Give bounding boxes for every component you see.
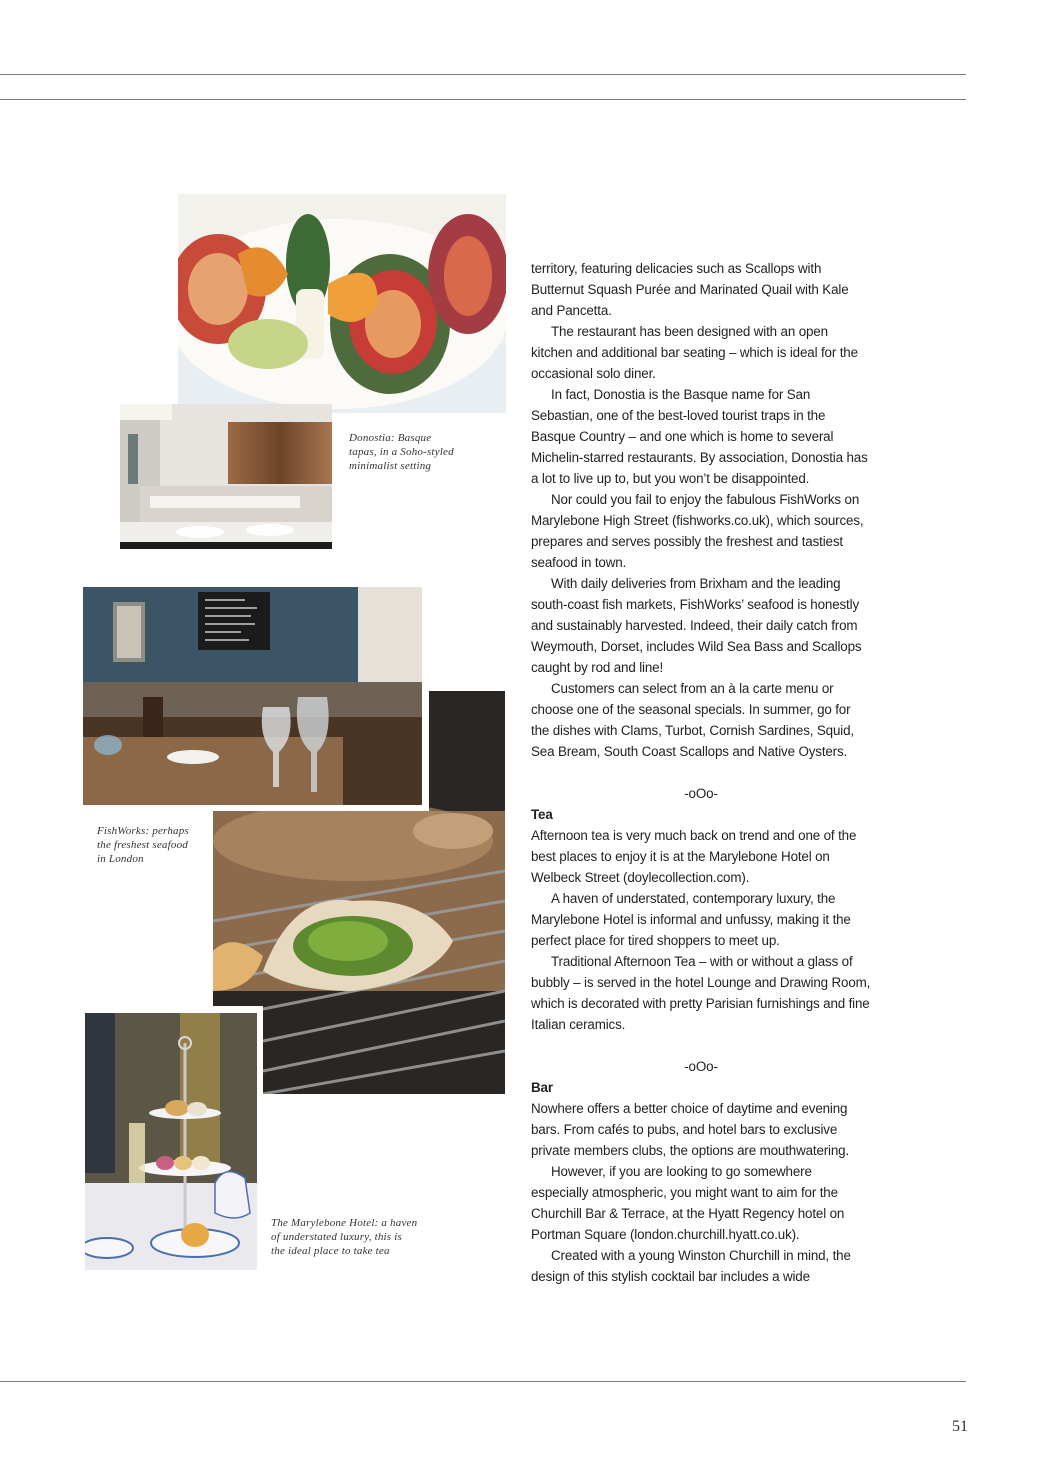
caption-line: tapas, in a Soho-styled xyxy=(349,446,454,458)
article-paragraph: territory, featuring delicacies such as Scallops with Butternut Squash Purée and Marinated Quail with Kale and Pancetta. xyxy=(531,261,849,318)
figs-dish-photo xyxy=(178,194,506,413)
section-heading-bar: Bar xyxy=(531,1080,553,1095)
caption-line: minimalist setting xyxy=(349,460,432,472)
article-paragraph: Created with a young Winston Churchill in mind, the design of this stylish cocktail bar includes a wide xyxy=(531,1248,851,1284)
caption-marylebone xyxy=(271,1216,417,1258)
article-paragraph: Customers can select from an à la carte menu or choose one of the seasonal specials. In summer, go for the dishes with Clams, Turbot, Cornish Sardines, Squid, Sea Bream, South Coast Scallops and Native Oysters. xyxy=(531,681,854,759)
caption-fishworks xyxy=(97,824,189,866)
article-paragraph: With daily deliveries from Brixham and the leading south-coast fish markets, FishWorks’ seafood is honestly and sustainably harvested. Indeed, their daily catch from Weymouth, Dorset, includes Wild Sea Bass and Scallops caught by rod and line! xyxy=(531,576,862,675)
fishworks-interior-photo xyxy=(83,587,422,805)
article-paragraph: Nor could you fail to enjoy the fabulous FishWorks on Marylebone High Street (fishworks.co.uk), which sources, prepares and serves possibly the freshest and tastiest seafood in town. xyxy=(531,492,864,570)
donostia-interior-photo xyxy=(120,404,332,549)
bottom-rule xyxy=(0,1381,966,1382)
article-paragraph: Traditional Afternoon Tea – with or without a glass of bubbly – is served in the hotel Lounge and Drawing Room, which is decorated with pretty Parisian furnishings and fine Italian ceramics. xyxy=(531,954,871,1032)
caption-line: Donostia: Basque xyxy=(349,432,432,444)
section-heading-tea: Tea xyxy=(531,807,553,822)
article-paragraph: Afternoon tea is very much back on trend and one of the best places to enjoy it is at the Marylebone Hotel on Welbeck Street (doylecollection.com). xyxy=(531,828,857,885)
article-paragraph: In fact, Donostia is the Basque name for San Sebastian, one of the best-loved tourist traps in the Basque Country – and one which is home to several Michelin-starred restaurants. By association, Donostia has a lot to live up to, but you won’t be disappointed. xyxy=(531,387,868,486)
article-paragraph: The restaurant has been designed with an open kitchen and additional bar seating – which is ideal for the occasional solo diner. xyxy=(531,324,858,381)
top-rule-1 xyxy=(0,74,966,75)
section-separator: -oOo- xyxy=(684,1059,718,1074)
article-paragraph: A haven of understated, contemporary luxury, the Marylebone Hotel is informal and unfussy, making it the perfect place for tired shoppers to meet up. xyxy=(531,891,851,948)
caption-line: The Marylebone Hotel: a haven xyxy=(271,1217,418,1229)
caption-line: the ideal place to take tea xyxy=(271,1245,390,1257)
afternoon-tea-photo xyxy=(85,1013,257,1270)
caption-line: the freshest seafood xyxy=(97,839,188,851)
caption-line: of understated luxury, this is xyxy=(271,1231,402,1243)
section-separator: -oOo- xyxy=(684,786,718,801)
article-column xyxy=(531,258,871,1287)
caption-line: in London xyxy=(97,853,144,865)
page-number: 51 xyxy=(952,1418,968,1435)
caption-donostia xyxy=(349,431,454,473)
top-rule-2 xyxy=(0,99,966,100)
article-paragraph: However, if you are looking to go somewhere especially atmospheric, you might want to aim for the Churchill Bar & Terrace, at the Hyatt Regency hotel on Portman Square (london.churchill.hyatt.co.uk). xyxy=(531,1164,845,1242)
caption-line: FishWorks: perhaps xyxy=(97,825,189,837)
article-paragraph: Nowhere offers a better choice of daytime and evening bars. From cafés to pubs, and hotel bars to exclusive private members clubs, the options are mouthwatering. xyxy=(531,1101,850,1158)
